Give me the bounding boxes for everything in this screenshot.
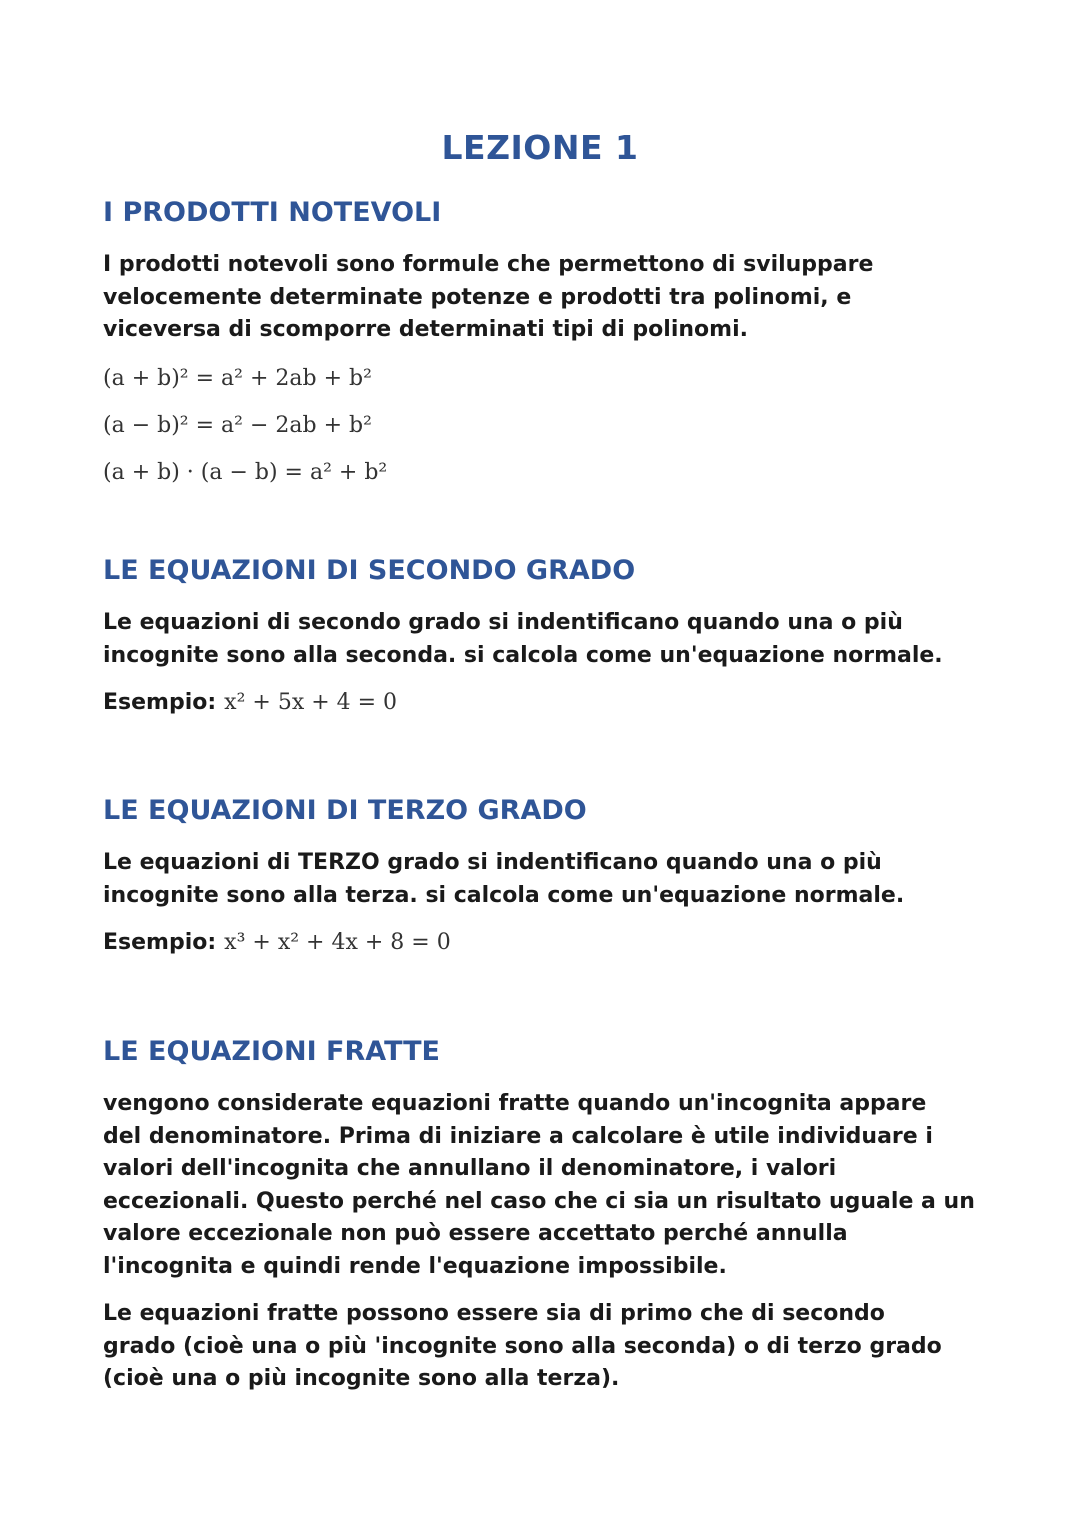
heading-prodotti-notevoli: I PRODOTTI NOTEVOLI bbox=[103, 197, 442, 228]
paragraph-line: l'incognita e quindi rende l'equazione impossibile. bbox=[103, 1253, 727, 1279]
paragraph-line: incognite sono alla seconda. si calcola come un'equazione normale. bbox=[103, 642, 943, 668]
paragraph-line: I prodotti notevoli sono formule che permettono di sviluppare bbox=[103, 252, 874, 277]
paragraph-prodotti-notevoli bbox=[103, 249, 1003, 347]
formula-square-of-difference: (a − b)² = a² − 2ab + b² bbox=[103, 413, 372, 438]
example-secondo-grado bbox=[103, 690, 397, 715]
page-title: LEZIONE 1 bbox=[441, 128, 639, 167]
example-terzo-grado bbox=[103, 930, 451, 955]
formula-square-of-sum: (a + b)² = a² + 2ab + b² bbox=[103, 366, 372, 391]
paragraph-line: vengono considerate equazioni fratte quando un'incognita appare bbox=[103, 1091, 927, 1116]
formula-sum-times-difference: (a + b) · (a − b) = a² + b² bbox=[103, 460, 388, 485]
paragraph-line: viceversa di scomporre determinati tipi di polinomi. bbox=[103, 317, 748, 342]
heading-equazioni-fratte: LE EQUAZIONI FRATTE bbox=[103, 1036, 440, 1067]
paragraph-line: velocemente determinate potenze e prodotti tra polinomi, e bbox=[103, 284, 852, 310]
example-formula: x² + 5x + 4 = 0 bbox=[224, 690, 398, 715]
paragraph-line: valore eccezionale non può essere accettato perché annulla bbox=[103, 1221, 848, 1246]
paragraph-line: del denominatore. Prima di iniziare a calcolare è utile individuare i bbox=[103, 1123, 933, 1149]
heading-equazioni-terzo-grado: LE EQUAZIONI DI TERZO GRADO bbox=[103, 795, 587, 826]
paragraph-line: Le equazioni di secondo grado si indentificano quando una o più bbox=[103, 610, 903, 635]
paragraph-line: eccezionali. Questo perché nel caso che ci sia un risultato uguale a un bbox=[103, 1188, 975, 1214]
example-formula: x³ + x² + 4x + 8 = 0 bbox=[224, 930, 451, 955]
paragraph-line: (cioè una o più incognite sono alla terza). bbox=[103, 1366, 620, 1391]
heading-equazioni-secondo-grado: LE EQUAZIONI DI SECONDO GRADO bbox=[103, 555, 636, 586]
example-label: Esempio: bbox=[103, 930, 217, 955]
paragraph-equazioni-fratte-2 bbox=[103, 1298, 1003, 1396]
paragraph-line: Le equazioni fratte possono essere sia di primo che di secondo bbox=[103, 1301, 885, 1326]
example-label: Esempio: bbox=[103, 690, 217, 715]
paragraph-line: Le equazioni di TERZO grado si indentificano quando una o più bbox=[103, 850, 882, 875]
paragraph-equazioni-terzo-grado bbox=[103, 847, 1003, 912]
paragraph-line: grado (cioè una o più 'incognite sono alla seconda) o di terzo grado bbox=[103, 1333, 942, 1359]
paragraph-equazioni-secondo-grado bbox=[103, 607, 1003, 672]
paragraph-line: valori dell'incognita che annullano il denominatore, i valori bbox=[103, 1156, 837, 1181]
paragraph-equazioni-fratte-1 bbox=[103, 1088, 1003, 1283]
paragraph-line: incognite sono alla terza. si calcola come un'equazione normale. bbox=[103, 882, 905, 908]
